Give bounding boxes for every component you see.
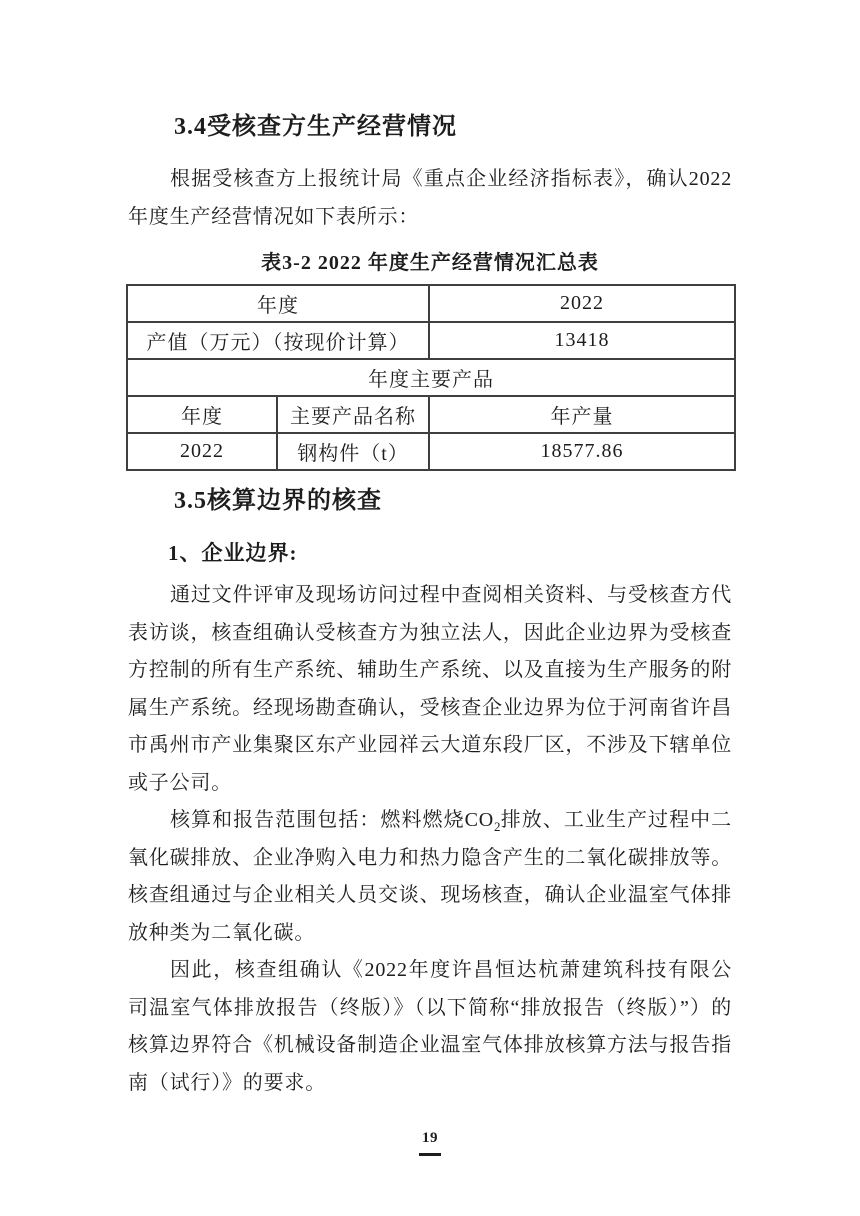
table-row (127, 433, 735, 470)
table-cell-output-label: 产值（万元）（按现价计算） (127, 322, 429, 359)
production-summary-table (126, 284, 736, 471)
table-cell-col-product-name: 主要产品名称 (277, 396, 429, 433)
table-cell-col-year: 年度 (127, 396, 277, 433)
table-caption: 表3-2 2022 年度生产经营情况汇总表 (261, 252, 599, 274)
table-row (127, 285, 735, 322)
table-cell-products-header: 年度主要产品 (127, 359, 735, 396)
table-cell-data-year: 2022 (127, 433, 277, 470)
table-cell-data-annual-output: 18577.86 (429, 433, 735, 470)
page-number-rule (419, 1153, 441, 1156)
page-number: 19 (422, 1130, 438, 1146)
section-heading-3-4: 3.4受核查方生产经营情况 (174, 114, 457, 140)
table-row (127, 359, 735, 396)
table-cell-year-label: 年度 (127, 285, 429, 322)
page-footer (0, 1128, 860, 1156)
table-row (127, 322, 735, 359)
table-cell-year-value: 2022 (429, 285, 735, 322)
intro-paragraph: 根据受核查方上报统计局《重点企业经济指标表》，确认2022年度生产经营情况如下表所示： (128, 168, 732, 228)
subheading-enterprise-boundary: 1、企业边界: (168, 541, 298, 565)
co2-subscript: 2 (494, 819, 501, 834)
table-cell-output-value: 13418 (429, 322, 735, 359)
paragraph-text: 排放、工业生产过程中二氧化碳排放、企业净购入电力和热力隐含产生的二氧化碳排放等。核查组通过与企业相关人员交谈、现场核查，确认企业温室气体排放种类为二氧化碳。 (128, 809, 732, 944)
table-cell-col-annual-output: 年产量 (429, 396, 735, 433)
paragraph-conclusion: 因此，核查组确认《2022年度许昌恒达杭萧建筑科技有限公司温室气体排放报告（终版）》（以下简称“排放报告（终版）”）的核算边界符合《机械设备制造企业温室气体排放核算方法与报告指南（试行）》的要求。 (128, 959, 732, 1094)
table-cell-data-product-name: 钢构件（t） (277, 433, 429, 470)
table-row (127, 396, 735, 433)
paragraph-accounting-scope (128, 802, 732, 952)
section-heading-3-5: 3.5核算边界的核查 (174, 488, 382, 514)
paragraph-text: 核算和报告范围包括：燃料燃烧CO (170, 809, 494, 831)
paragraph-enterprise-boundary: 通过文件评审及现场访问过程中查阅相关资料、与受核查方代表访谈，核查组确认受核查方为独立法人，因此企业边界为受核查方控制的所有生产系统、辅助生产系统、以及直接为生产服务的附属生产系统。经现场勘查确认，受核查企业边界为位于河南省许昌市禹州市产业集聚区东产业园祥云大道东段厂区，不涉及下辖单位或子公司。 (128, 584, 732, 794)
